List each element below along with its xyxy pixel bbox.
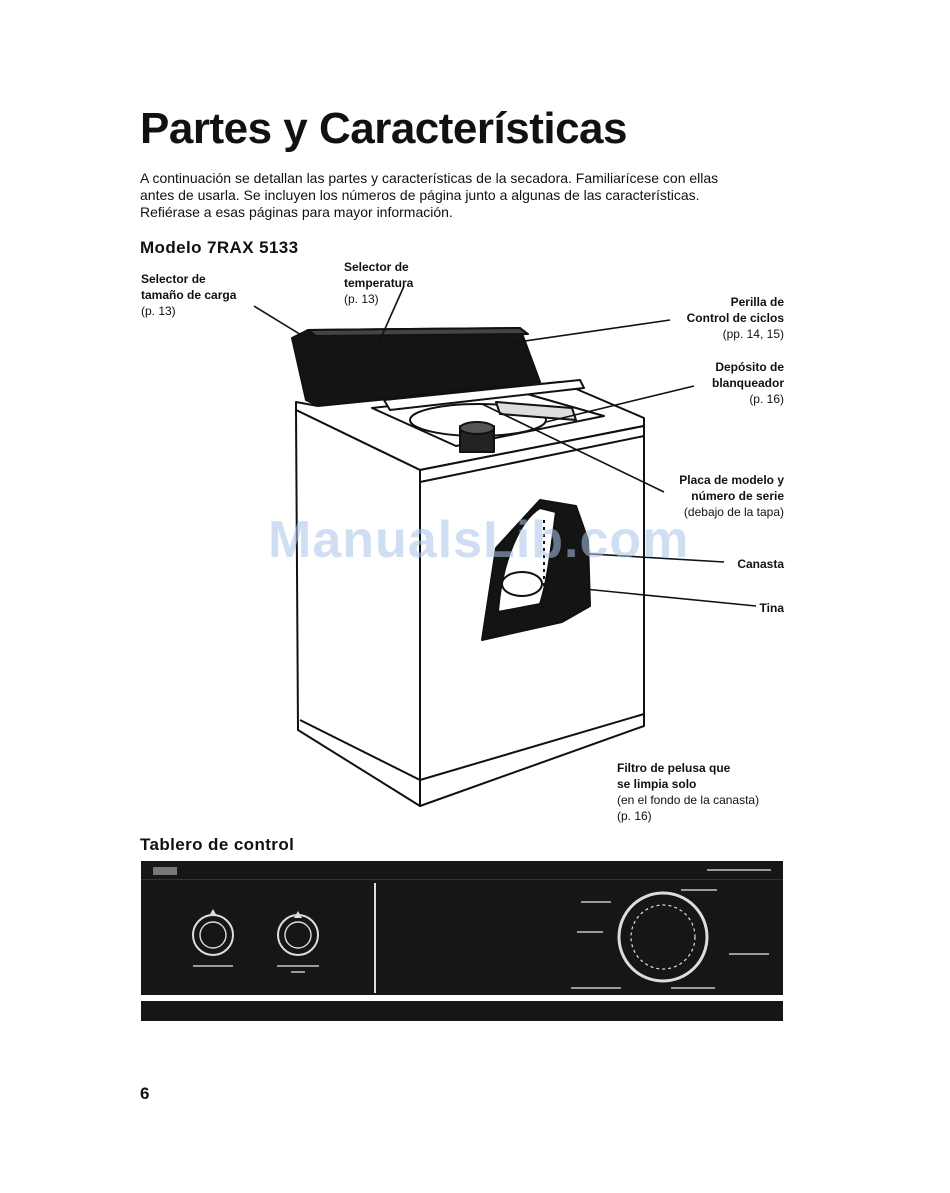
load-size-name-2: tamaño de carga <box>141 288 237 302</box>
brand-logo <box>153 867 177 875</box>
temperature-name-2: temperatura <box>344 276 414 290</box>
model-plate-ref: (debajo de la tapa) <box>683 505 784 519</box>
intro-line-2: antes de usarla. Se incluyen los números de página junto a algunas de las características. <box>140 187 700 203</box>
temperature-name-1: Selector de <box>344 260 409 274</box>
load-size-name-1: Selector de <box>141 272 206 286</box>
intro-line-3: Refiérase a esas páginas para mayor información. <box>140 204 453 220</box>
label-basket <box>700 556 784 572</box>
intro-line-1: A continuación se detallan las partes y características de la secadora. Familiarícese con ellas <box>140 170 719 186</box>
lint-filter-ref-1: (en el fondo de la canasta) <box>617 793 760 807</box>
watermark: ManualsLib.com <box>268 511 690 569</box>
cycle-knob-name-2: Control de ciclos <box>686 311 784 325</box>
label-load-size <box>141 271 236 319</box>
lint-filter-name-2: se limpia solo <box>617 777 697 791</box>
temperature-ref: (p. 13) <box>344 292 379 306</box>
lint-filter-name-1: Filtro de pelusa que <box>617 761 731 775</box>
control-panel-illustration <box>141 861 783 1021</box>
page-number: 6 <box>140 1084 150 1103</box>
lint-filter-ref-2: (p. 16) <box>617 809 652 823</box>
label-bleach <box>600 359 784 407</box>
model-heading: Modelo 7RAX 5133 <box>140 238 299 257</box>
bleach-name-2: blanqueador <box>711 376 784 390</box>
basket-name: Canasta <box>737 557 784 571</box>
label-cycle-knob <box>600 294 784 342</box>
bleach-name-1: Depósito de <box>715 360 784 374</box>
tub-name: Tina <box>759 601 784 615</box>
label-lint-filter <box>617 760 759 824</box>
bleach-ref: (p. 16) <box>749 392 784 406</box>
page-title: Partes y Características <box>140 104 627 153</box>
label-tub <box>700 600 784 616</box>
cycle-knob-name-1: Perilla de <box>730 295 784 309</box>
load-size-ref: (p. 13) <box>141 304 176 318</box>
model-plate-name-2: número de serie <box>691 489 784 503</box>
label-temperature <box>344 259 413 307</box>
panel-heading: Tablero de control <box>140 835 295 854</box>
model-plate-name-1: Placa de modelo y <box>679 473 784 487</box>
cycle-knob-ref: (pp. 14, 15) <box>722 327 784 341</box>
